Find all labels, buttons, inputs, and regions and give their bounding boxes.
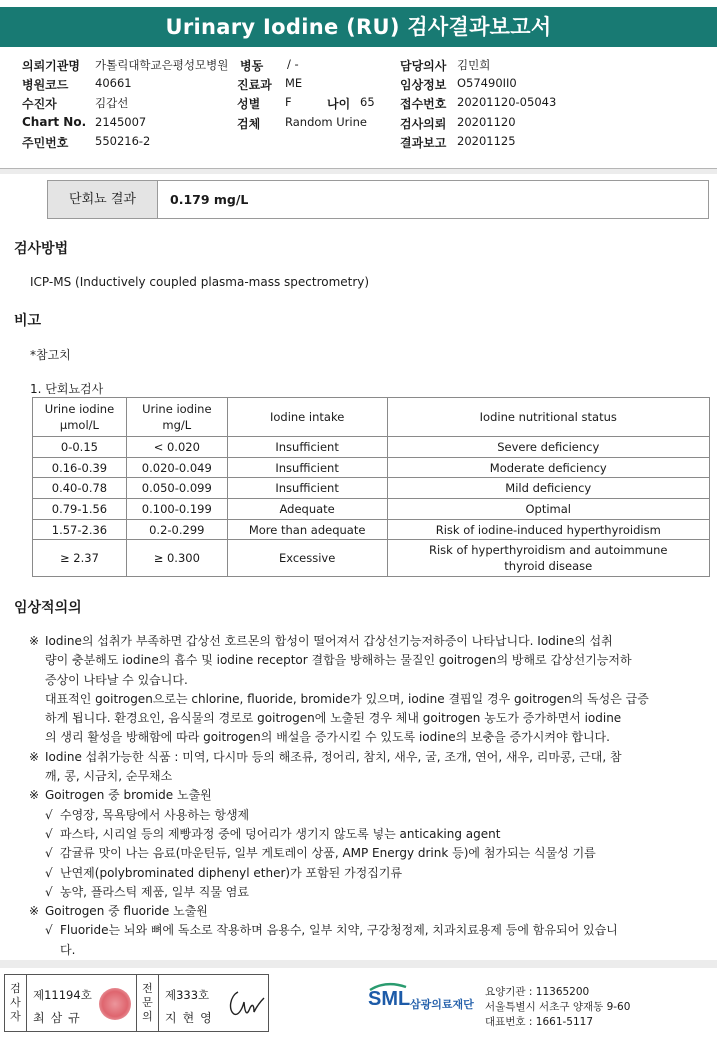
reference-mark-icon: ※ (29, 634, 40, 648)
specimen-label: 검체 (237, 117, 261, 131)
text-line: 깨, 콩, 시금치, 순무채소 (45, 769, 173, 784)
ward-value: / - (287, 57, 299, 71)
clinical-info-label: 임상정보 (400, 78, 447, 92)
text-line: 의 생리 활성을 방해함에 따라 goitrogen의 배설을 증가시킬 수 있도록 iodine의 보충을 증가시켜야 합니다. (45, 730, 610, 745)
dept-label: 진료과 (237, 78, 272, 92)
remarks-heading: 비고 (14, 313, 42, 329)
text-line: Goitrogen 중 bromide 노출원 (45, 788, 212, 803)
header-status: Iodine nutritional status (387, 398, 709, 437)
specimen-value: Random Urine (285, 115, 367, 129)
check-icon: √ (45, 826, 53, 841)
table-row (33, 499, 710, 520)
result-box (47, 180, 709, 219)
table-cell: 0.050-0.099 (126, 478, 227, 499)
logo-text: SML (368, 988, 411, 1010)
age-value: 65 (360, 95, 375, 109)
supervisor-label (137, 975, 159, 1031)
supervisor-cell (159, 975, 268, 1031)
check-icon: √ (45, 846, 53, 861)
check-icon: √ (45, 923, 53, 938)
table-cell: Optimal (387, 499, 709, 520)
check-icon: √ (45, 865, 53, 880)
table-cell: Excessive (227, 540, 387, 577)
logo-korean: 삼광의료재단 (410, 998, 474, 1011)
table-cell: 0.16-0.39 (33, 457, 127, 478)
table-row (33, 437, 710, 458)
list-item-text: 다. (60, 942, 76, 957)
table-cell: Insufficient (227, 437, 387, 458)
list-item (29, 921, 697, 960)
tester-label-char: 검 (10, 982, 21, 995)
clinical-heading: 임상적의의 (14, 600, 82, 616)
result-label: 단회뇨 결과 (48, 181, 158, 218)
signature-icon (224, 984, 268, 1022)
check-icon: √ (45, 807, 53, 822)
header-umol-line1: Urine iodine (44, 402, 115, 416)
signature-box (4, 974, 269, 1032)
table-cell: 0.40-0.78 (33, 478, 127, 499)
table-header-row (33, 398, 710, 437)
ward-label: 병동 (240, 59, 264, 73)
list-item-text: 감귤류 맛이 나는 음료(마운틴듀, 일부 게토레이 상품, AMP Energy drink 등)에 첨가되는 식물성 기름 (60, 846, 596, 861)
table-title: 1. 단회뇨검사 (30, 382, 104, 396)
text-line: 증상이 나타날 수 있습니다. (45, 672, 188, 687)
header-mgl-line2: mg/L (162, 418, 192, 432)
table-cell: < 0.020 (126, 437, 227, 458)
header-strip (0, 169, 717, 174)
clinical-paragraph-2 (29, 748, 697, 787)
text-line: 량이 충분해도 iodine의 흡수 및 iodine receptor 결합을 방해하는 물질인 goitrogen의 방해로 갑상선기능저하 (45, 653, 632, 668)
patient-name-label: 수진자 (22, 97, 57, 111)
clinical-paragraph-4 (29, 902, 697, 921)
tester-name: 최삼규 (33, 1011, 86, 1025)
id-number-value: 550216-2 (95, 134, 151, 148)
table-cell: 0.020-0.049 (126, 457, 227, 478)
status-line2: thyroid disease (504, 559, 593, 574)
header-intake: Iodine intake (227, 398, 387, 437)
institution-label: 의뢰기관명 (22, 59, 80, 73)
table-cell: ≥ 0.300 (126, 540, 227, 577)
method-text: ICP-MS (Inductively coupled plasma-mass spectrometry) (30, 275, 370, 289)
header-mgl (126, 398, 227, 437)
institution-value: 가톨릭대학교은평성모병원 (95, 58, 229, 72)
clinical-paragraph-3 (29, 786, 697, 805)
header-umol (33, 398, 127, 437)
dept-value: ME (285, 76, 303, 90)
header-umol-line2: µmol/L (59, 418, 99, 432)
table-cell: Adequate (227, 499, 387, 520)
report-title: Urinary Iodine (RU) 검사결과보고서 (0, 7, 717, 47)
table-row (33, 519, 710, 540)
header-mgl-line1: Urine iodine (142, 402, 212, 416)
text-line: Iodine의 섭취가 부족하면 갑상선 호르몬의 합성이 떨어져서 갑상선기능저하증이 나타납니다. Iodine의 섭취 (45, 634, 613, 648)
table-cell: 1.57-2.36 (33, 519, 127, 540)
phone-line: 대표번호 : 1661-5117 (485, 1016, 594, 1028)
reference-note: *참고치 (30, 348, 71, 362)
chart-no-label: Chart No. (22, 115, 87, 129)
sex-value: F (285, 95, 292, 109)
table-cell: ≥ 2.37 (33, 540, 127, 577)
lab-address (485, 985, 630, 1030)
id-number-label: 주민번호 (22, 136, 69, 150)
request-date-value: 20201120 (457, 115, 516, 129)
table-cell: Mild deficiency (387, 478, 709, 499)
tester-license: 제11194호 (33, 988, 92, 1002)
list-item-text: 수영장, 목욕탕에서 사용하는 항생제 (60, 807, 250, 822)
tester-label-char: 자 (10, 1010, 21, 1023)
sml-logo (368, 982, 478, 1022)
table-row (33, 457, 710, 478)
table-row (33, 540, 710, 577)
supervisor-label-char: 의 (142, 1010, 153, 1023)
age-label: 나이 (327, 97, 351, 111)
reference-mark-icon: ※ (29, 749, 40, 764)
address-line: 서울특별시 서초구 양재동 9-60 (485, 1001, 631, 1013)
doctor-label: 담당의사 (400, 59, 447, 73)
list-item (29, 825, 697, 844)
list-item-text: 농약, 플라스틱 제품, 일부 직물 염료 (60, 884, 249, 899)
hospital-code-label: 병원코드 (22, 78, 69, 92)
clinical-paragraph-1 (29, 632, 697, 748)
tester-label (5, 975, 27, 1031)
list-item (29, 806, 697, 825)
list-item-text: 난연제(polybrominated diphenyl ether)가 포함된 가정집기류 (60, 865, 403, 880)
table-cell: 0.79-1.56 (33, 499, 127, 520)
list-item (29, 864, 697, 883)
sex-label: 성별 (237, 97, 261, 111)
tester-label-char: 사 (10, 996, 21, 1009)
supervisor-label-char: 문 (142, 996, 153, 1009)
report-date-value: 20201125 (457, 134, 516, 148)
status-line1: Risk of hyperthyroidism and autoimmune (429, 543, 668, 558)
patient-info (0, 54, 717, 166)
chart-no-value: 2145007 (95, 115, 147, 129)
text-line: Goitrogen 중 fluoride 노출원 (45, 904, 208, 919)
text-line: 하게 됩니다. 환경요인, 음식물의 경로로 goitrogen에 노출된 경우 체내 goitrogen 농도가 증가하면서 iodine (45, 711, 622, 726)
reference-mark-icon: ※ (29, 788, 40, 803)
doctor-value: 김민희 (457, 58, 491, 72)
request-date-label: 검사의뢰 (400, 117, 447, 131)
clinical-text (29, 632, 697, 960)
table-cell: More than adequate (227, 519, 387, 540)
seal-stamp-icon (99, 988, 131, 1020)
table-cell: Insufficient (227, 457, 387, 478)
report-date-label: 결과보고 (400, 136, 447, 150)
clinical-info-value: O57490II0 (457, 76, 517, 90)
receipt-label: 접수번호 (400, 97, 447, 111)
table-cell: Risk of iodine-induced hyperthyroidism (387, 519, 709, 540)
check-icon: √ (45, 884, 53, 899)
reference-mark-icon: ※ (29, 904, 40, 919)
patient-name-value: 김갑선 (95, 96, 129, 110)
list-item-text: Fluoride는 뇌와 뼈에 독소로 작용하며 음용수, 일부 치약, 구강청정제, 치과치료용제 등에 함유되어 있습니 (60, 923, 618, 938)
supervisor-name: 지현영 (165, 1011, 218, 1025)
table-cell: 0.100-0.199 (126, 499, 227, 520)
institution-code: 요양기관 : 11365200 (485, 986, 590, 998)
table-cell: Severe deficiency (387, 437, 709, 458)
table-cell: 0-0.15 (33, 437, 127, 458)
table-row (33, 478, 710, 499)
text-line: 대표적인 goitrogen으로는 chlorine, fluoride, bromide가 있으며, iodine 결핍일 경우 goitrogen의 독성은 급증 (45, 691, 649, 706)
footer (0, 968, 717, 1040)
list-item-text: 파스타, 시리얼 등의 제빵과정 중에 덩어리가 생기지 않도록 넣는 anticaking agent (60, 826, 501, 841)
table-cell (387, 540, 709, 577)
tester-cell (27, 975, 137, 1031)
result-value: 0.179 mg/L (170, 192, 249, 207)
receipt-value: 20201120-05043 (457, 95, 557, 109)
table-cell: Insufficient (227, 478, 387, 499)
supervisor-label-char: 전 (142, 982, 153, 995)
list-item (29, 883, 697, 902)
table-cell: 0.2-0.299 (126, 519, 227, 540)
text-line: Iodine 섭취가능한 식품 : 미역, 다시마 등의 해조류, 정어리, 참치, 새우, 굴, 조개, 연어, 새우, 리마콩, 근대, 참 (45, 749, 622, 764)
hospital-code-value: 40661 (95, 76, 132, 90)
supervisor-license: 제333호 (165, 988, 210, 1002)
footer-strip (0, 960, 717, 968)
table-cell: Moderate deficiency (387, 457, 709, 478)
reference-table (32, 397, 710, 577)
list-item (29, 844, 697, 863)
method-heading: 검사방법 (14, 241, 69, 257)
